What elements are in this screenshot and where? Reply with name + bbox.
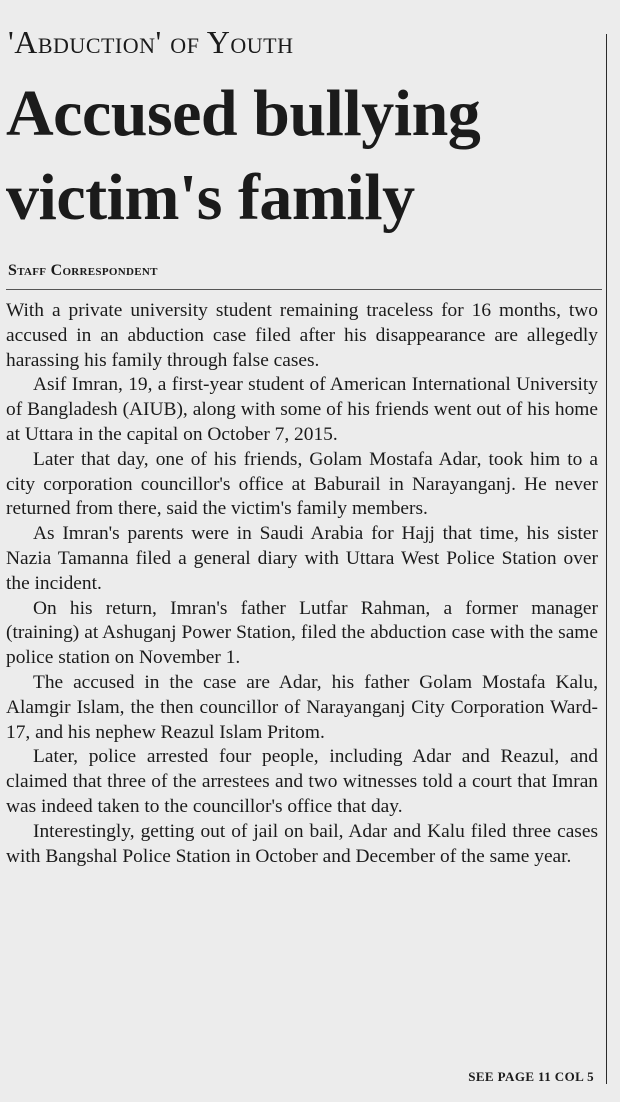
paragraph: Asif Imran, 19, a first-year student of American International University of Bangladesh (AIUB), along with some of his friends went out of his home at Uttara in the capital on October 7, 2015.: [6, 374, 598, 445]
article-headline: [6, 72, 606, 240]
continuation-line: SEE PAGE 11 COL 5: [468, 1069, 594, 1084]
article-body: [6, 299, 598, 869]
article-kicker: 'Abduction' of Youth: [8, 24, 294, 60]
paragraph: With a private university student remaining traceless for 16 months, two accused in an abduction case filed after his disappearance are allegedly harassing his family through false cases.: [6, 300, 598, 371]
paragraph: Interestingly, getting out of jail on bail, Adar and Kalu filed three cases with Bangshal Police Station in October and December of the same year.: [6, 820, 598, 867]
paragraph: Later that day, one of his friends, Golam Mostafa Adar, took him to a city corporation councillor's office at Baburail in Narayanganj. He never returned from there, said the victim's family members.: [6, 448, 598, 520]
byline-rule: [6, 289, 602, 290]
headline-line-2: victim's family: [6, 161, 415, 234]
byline: Staff Correspondent: [8, 262, 158, 279]
paragraph: The accused in the case are Adar, his father Golam Mostafa Kalu, Alamgir Islam, the then councillor of Narayanganj City Corporation Ward-17, and his nephew Reazul Islam Pritom.: [6, 671, 598, 743]
column-rule: [606, 34, 607, 1084]
paragraph: On his return, Imran's father Lutfar Rahman, a former manager (training) at Ashuganj Power Station, filed the abduction case with the same police station on November 1.: [6, 597, 598, 669]
paragraph: As Imran's parents were in Saudi Arabia for Hajj that time, his sister Nazia Tamanna filed a general diary with Uttara West Police Station over the incident.: [6, 523, 598, 594]
paragraph: Later, police arrested four people, including Adar and Reazul, and claimed that three of the arrestees and two witnesses told a court that Imran was indeed taken to the councillor's office that day.: [6, 746, 598, 817]
headline-line-1: Accused bullying: [6, 77, 481, 150]
